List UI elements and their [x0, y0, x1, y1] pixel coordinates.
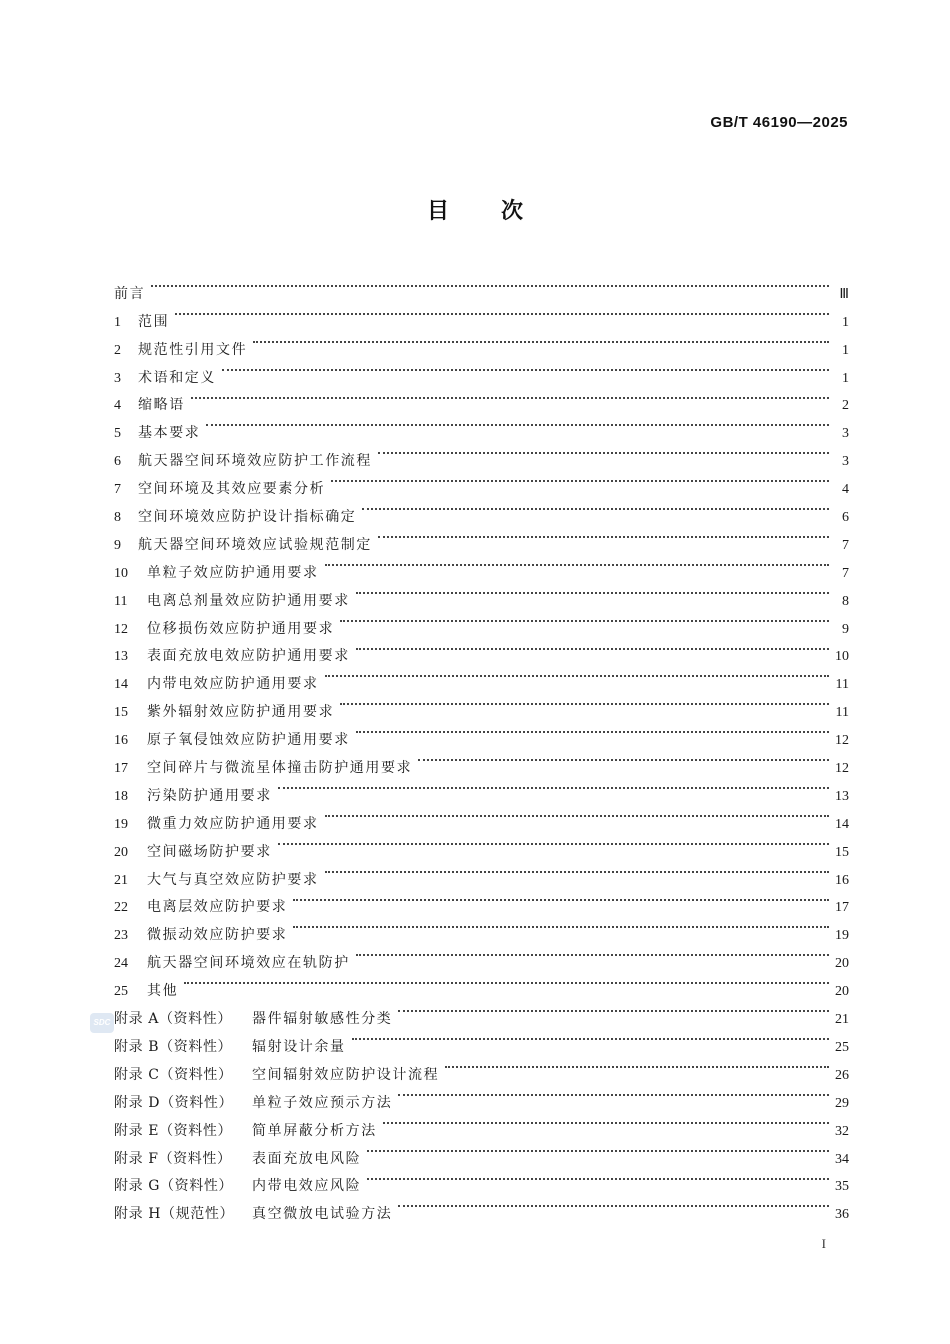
toc-entry-foreword[interactable] [114, 270, 849, 302]
toc-entry-number: 20 [114, 844, 128, 860]
dot-leader [362, 493, 829, 521]
toc-entry-page: 20 [835, 984, 849, 1000]
toc-entry-label: 内带电效应防护通用要求 [147, 676, 319, 693]
toc-entry-label: 术语和定义 [138, 369, 216, 386]
dot-leader [340, 688, 829, 716]
toc-entry-page: 25 [835, 1039, 849, 1055]
table-of-contents [114, 270, 849, 1223]
toc-entry-page: 19 [835, 928, 849, 944]
toc-entry-label: 航天器空间环境效应在轨防护 [147, 955, 350, 972]
dot-leader [383, 1107, 829, 1135]
dot-leader [367, 1163, 829, 1191]
toc-entry[interactable] [114, 437, 849, 470]
toc-entry-number: 13 [114, 649, 128, 665]
dot-leader [398, 995, 829, 1023]
toc-entry-label: 空间环境效应防护设计指标确定 [138, 509, 357, 526]
dot-leader [222, 354, 829, 382]
annex-tag: 附录 E（资料性） [114, 1122, 233, 1139]
toc-entry-page: 34 [835, 1151, 849, 1167]
dot-leader [445, 1051, 829, 1079]
toc-entry-number: 17 [114, 761, 128, 777]
toc-entry-label: 简单屏蔽分析方法 [252, 1122, 377, 1139]
dot-leader [367, 1135, 829, 1163]
toc-annex-entry[interactable] [114, 995, 849, 1028]
toc-entry-page: 10 [835, 649, 849, 665]
toc-entry-label: 航天器空间环境效应试验规范制定 [138, 536, 372, 553]
toc-entry-number: 8 [114, 510, 121, 526]
dot-leader [340, 605, 829, 633]
dot-leader [278, 772, 829, 800]
toc-entry-page: 29 [835, 1095, 849, 1111]
toc-entry-number: 3 [114, 370, 121, 386]
toc-entry-page: 11 [835, 677, 849, 693]
annex-tag: 附录 A（资料性） [114, 1011, 232, 1028]
toc-entry-page: 35 [835, 1179, 849, 1195]
dot-leader [356, 939, 829, 967]
dot-leader [331, 465, 829, 493]
toc-entry-page: 20 [835, 956, 849, 972]
toc-entry-number: 21 [114, 872, 128, 888]
annex-tag: 附录 F（资料性） [114, 1150, 232, 1167]
toc-entry-number: 5 [114, 426, 121, 442]
toc-entry-number: 2 [114, 342, 121, 358]
toc-entry-number: 25 [114, 984, 128, 1000]
dot-leader [278, 828, 829, 856]
dot-leader [293, 911, 829, 939]
dot-leader [191, 382, 829, 410]
standard-code: GB/T 46190—2025 [710, 114, 848, 131]
toc-entry-page: 12 [835, 761, 849, 777]
toc-entry-label: 规范性引用文件 [138, 341, 248, 358]
toc-entry-label: 内带电效应风险 [252, 1178, 362, 1195]
annex-tag: 附录 C（资料性） [114, 1066, 233, 1083]
toc-entry-label: 空间辐射效应防护设计流程 [252, 1066, 440, 1083]
toc-entry[interactable] [114, 967, 849, 1000]
page-title [0, 194, 950, 225]
toc-entry-label: 微振动效应防护要求 [147, 927, 288, 944]
toc-entry-page: 15 [835, 844, 849, 860]
toc-entry-page: 9 [842, 621, 849, 637]
toc-entry-label: 航天器空间环境效应防护工作流程 [138, 453, 372, 470]
toc-entry-number: 15 [114, 705, 128, 721]
watermark-logo: SDC [90, 1013, 114, 1033]
annex-tag: 附录 G（资料性） [114, 1178, 234, 1195]
toc-entry-number: 6 [114, 454, 121, 470]
toc-entry-page: 6 [842, 510, 849, 526]
annex-tag: 附录 B（资料性） [114, 1038, 233, 1055]
dot-leader [293, 884, 829, 912]
toc-entry-page: 3 [842, 454, 849, 470]
toc-entry-label: 位移损伤效应防护通用要求 [147, 620, 335, 637]
dot-leader [378, 437, 829, 465]
toc-entry-page: 21 [835, 1012, 849, 1028]
toc-entry-page: 12 [835, 733, 849, 749]
toc-entry-page: 26 [835, 1067, 849, 1083]
toc-entry-page: Ⅲ [839, 286, 849, 302]
dot-leader [325, 800, 829, 828]
toc-entry-label: 紫外辐射效应防护通用要求 [147, 704, 335, 721]
dot-leader [356, 716, 829, 744]
toc-entry-page: 1 [842, 342, 849, 358]
title-char-1: 目 [426, 199, 449, 224]
toc-entry-label: 缩略语 [138, 397, 185, 414]
toc-entry-number: 11 [114, 593, 128, 609]
toc-entry-page: 36 [835, 1207, 849, 1223]
dot-leader [325, 856, 829, 884]
title-char-2: 次 [501, 199, 524, 224]
dot-leader [378, 521, 829, 549]
toc-entry-number: 18 [114, 788, 128, 804]
dot-leader [398, 1079, 829, 1107]
toc-entry-label: 真空微放电试验方法 [252, 1206, 393, 1223]
dot-leader [151, 270, 829, 298]
toc-entry-label: 表面充放电风险 [252, 1150, 362, 1167]
toc-entry-number: 23 [114, 928, 128, 944]
toc-entry-number: 16 [114, 733, 128, 749]
toc-entry-label: 基本要求 [138, 425, 201, 442]
toc-entry-number: 19 [114, 816, 128, 832]
dot-leader [356, 577, 829, 605]
dot-leader [175, 298, 829, 326]
dot-leader [418, 744, 829, 772]
toc-entry-number: 14 [114, 677, 128, 693]
toc-entry[interactable] [114, 382, 849, 414]
toc-entry-page: 3 [842, 426, 849, 442]
dot-leader [325, 660, 829, 688]
toc-entry-label: 原子氧侵蚀效应防护通用要求 [147, 732, 350, 749]
toc-entry-number: 24 [114, 956, 128, 972]
toc-entry-label: 器件辐射敏感性分类 [252, 1011, 393, 1028]
toc-entry[interactable] [114, 354, 849, 386]
toc-entry-number: 10 [114, 565, 128, 581]
toc-entry-number: 4 [114, 398, 121, 414]
toc-entry-page: 1 [842, 370, 849, 386]
dot-leader [325, 549, 829, 577]
toc-entry-page: 14 [835, 816, 849, 832]
toc-entry[interactable] [114, 409, 849, 442]
toc-entry-page: 4 [842, 482, 849, 498]
toc-entry-page: 13 [835, 788, 849, 804]
toc-entry-label: 辐射设计余量 [252, 1038, 346, 1055]
toc-entry-page: 7 [842, 565, 849, 581]
toc-entry-label: 电离总剂量效应防护通用要求 [147, 592, 350, 609]
annex-tag: 附录 H（规范性） [114, 1206, 235, 1223]
toc-entry[interactable] [114, 326, 849, 358]
toc-entry-label: 污染防护通用要求 [147, 787, 272, 804]
toc-entry-number: 22 [114, 900, 128, 916]
toc-entry-number: 12 [114, 621, 128, 637]
toc-entry-label: 范围 [138, 313, 170, 330]
toc-entry-number: 9 [114, 537, 121, 553]
dot-leader [253, 326, 829, 354]
toc-entry-page: 11 [835, 705, 849, 721]
toc-entry-label: 前言 [114, 285, 146, 302]
toc-entry-label: 电离层效应防护要求 [147, 899, 288, 916]
toc-entry-page: 7 [842, 537, 849, 553]
toc-entry-label: 表面充放电效应防护通用要求 [147, 648, 350, 665]
toc-entry-page: 1 [842, 314, 849, 330]
toc-entry-label: 其他 [147, 983, 179, 1000]
toc-entry-label: 空间环境及其效应要素分析 [138, 481, 326, 498]
toc-entry-label: 空间碎片与微流星体撞击防护通用要求 [147, 760, 413, 777]
page-number: I [821, 1236, 826, 1251]
toc-entry-page: 8 [842, 593, 849, 609]
toc-entry-page: 2 [842, 398, 849, 414]
toc-entry-label: 微重力效应防护通用要求 [147, 815, 319, 832]
dot-leader [356, 633, 829, 661]
toc-entry-page: 16 [835, 872, 849, 888]
toc-entry[interactable] [114, 298, 849, 330]
annex-tag: 附录 D（资料性） [114, 1094, 234, 1111]
toc-entry-number: 1 [114, 314, 121, 330]
dot-leader [398, 1190, 829, 1218]
toc-entry-label: 单粒子效应防护通用要求 [147, 564, 319, 581]
dot-leader [206, 409, 829, 437]
toc-entry-page: 32 [835, 1123, 849, 1139]
toc-entry-number: 7 [114, 482, 121, 498]
dot-leader [352, 1023, 829, 1051]
toc-entry-label: 单粒子效应预示方法 [252, 1094, 393, 1111]
toc-entry-label: 大气与真空效应防护要求 [147, 871, 319, 888]
toc-entry-page: 17 [835, 900, 849, 916]
dot-leader [184, 967, 829, 995]
toc-entry-label: 空间磁场防护要求 [147, 843, 272, 860]
